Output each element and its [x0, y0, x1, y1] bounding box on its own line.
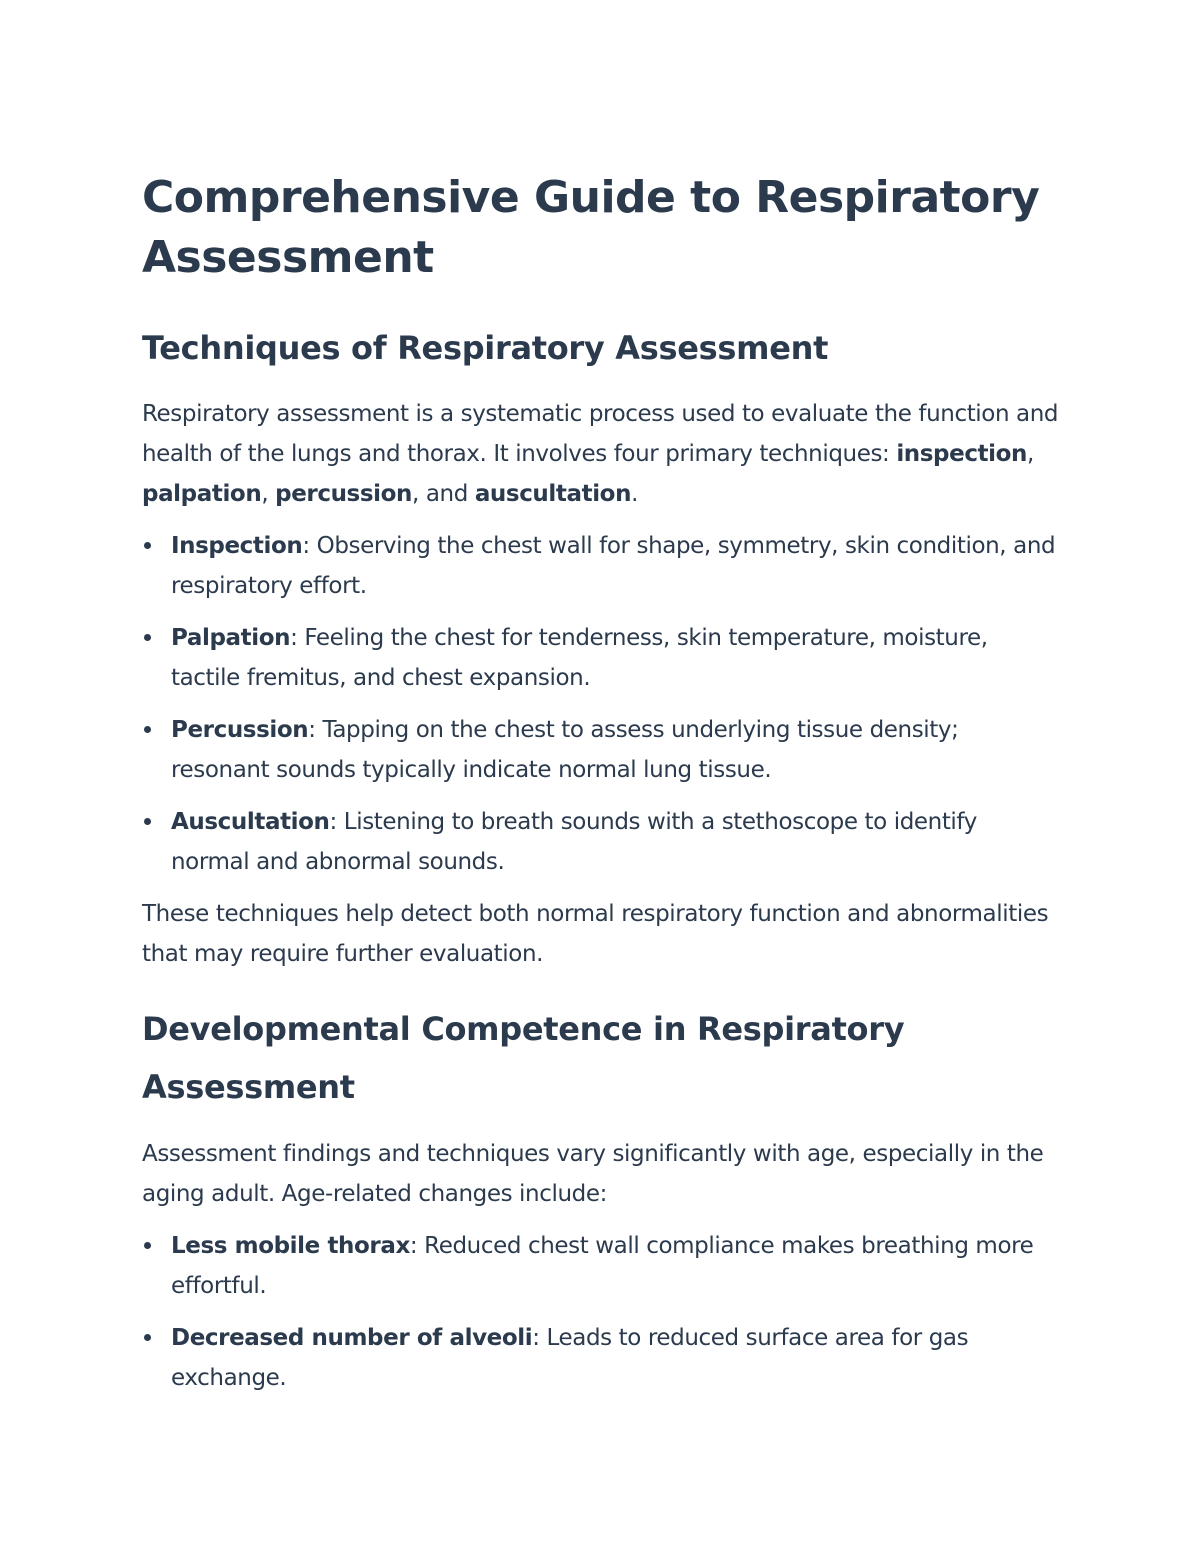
section-heading-developmental: Developmental Competence in Respiratory Assessment: [142, 1010, 905, 1106]
term-auscultation: auscultation: [474, 481, 632, 507]
list-item: Decreased number of alveoli: Leads to reduced surface area for gas exchange.: [142, 1318, 1062, 1398]
section-heading-techniques: Techniques of Respiratory Assessment: [142, 329, 829, 367]
bullet-icon: [144, 726, 151, 733]
term-palpation: palpation: [142, 481, 262, 507]
page-title: Comprehensive Guide to Respiratory Assessment: [142, 172, 1040, 283]
bullet-icon: [144, 818, 151, 825]
techniques-list: [142, 526, 1062, 882]
age-changes-list: [142, 1226, 1062, 1398]
list-item: Auscultation: Listening to breath sounds with a stethoscope to identify normal and abnormal sounds.: [142, 802, 1062, 882]
bullet-icon: [144, 1242, 151, 1249]
section-closing-techniques: These techniques help detect both normal respiratory function and abnormalities that may require further evaluation.: [142, 901, 1049, 967]
bullet-icon: [144, 542, 151, 549]
list-item: Inspection: Observing the chest wall for shape, symmetry, skin condition, and respiratory effort.: [142, 526, 1062, 606]
term-percussion: percussion: [275, 481, 412, 507]
list-item: Less mobile thorax: Reduced chest wall compliance makes breathing more effortful.: [142, 1226, 1062, 1306]
list-item: Palpation: Feeling the chest for tenderness, skin temperature, moisture, tactile fremitus, and chest expansion.: [142, 618, 1062, 698]
bullet-icon: [144, 634, 151, 641]
list-item: Percussion: Tapping on the chest to assess underlying tissue density; resonant sounds typically indicate normal lung tissue.: [142, 710, 1062, 790]
bullet-icon: [144, 1334, 151, 1341]
section-intro-developmental: Assessment findings and techniques vary significantly with age, especially in the aging adult. Age-related changes include:: [142, 1141, 1044, 1207]
document-page: [142, 168, 1062, 1410]
section-intro-techniques: Respiratory assessment is a systematic process used to evaluate the function and health of the lungs and thorax. It involves four primary techniques: inspection, palpation, percussion, and auscultation.: [142, 401, 1059, 507]
term-inspection: inspection: [896, 441, 1028, 467]
